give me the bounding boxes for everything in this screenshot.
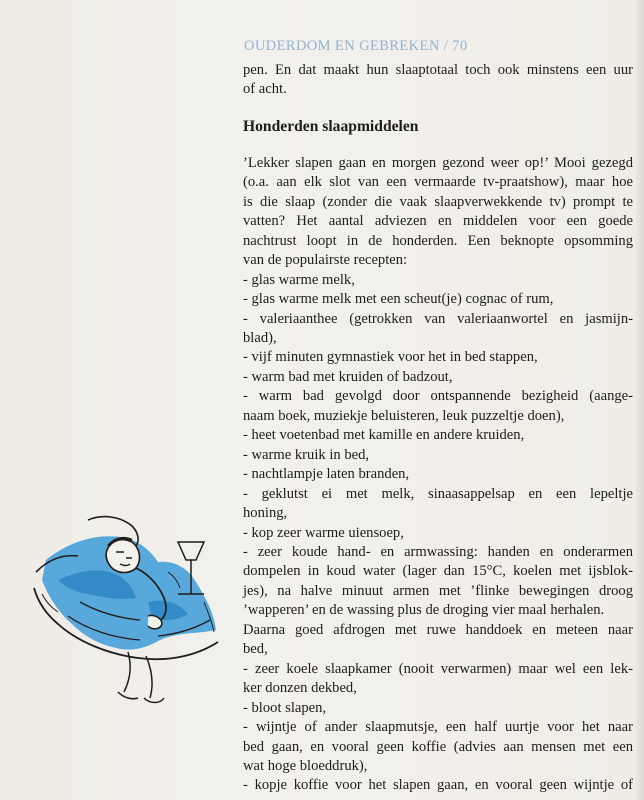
- text-line: - zeer koele slaapkamer (nooit verwarmen) maar wel een lek-: [243, 660, 633, 677]
- text-line: ’Lekker slapen gaan en morgen gezond weer op!’ Mooi gezegd: [243, 154, 633, 171]
- text-line: - vijf minuten gymnastiek voor het in bed stappen,: [243, 349, 538, 366]
- text-line: naam boek, muziekje beluisteren, leuk puzzeltje doen),: [243, 407, 565, 424]
- text-line: jes), na halve minuut armen met ’flinke bewegingen droog: [243, 582, 633, 599]
- text-line: is die slaap (zonder die vaak slaapverwekkende tv) prompt te: [243, 193, 633, 210]
- text-line: wat hoge bloeddruk),: [243, 757, 368, 774]
- sleeping-man-illustration: [28, 502, 243, 712]
- text-line: - glas warme melk,: [243, 271, 355, 288]
- text-line: - warm bad met kruiden of badzout,: [243, 368, 453, 385]
- page-edge-shadow: [634, 0, 644, 800]
- text-line: ker donzen dekbed,: [243, 680, 357, 697]
- text-line: (o.a. aan elk slot van een vermaarde tv-praatshow), maar hoe: [243, 174, 633, 191]
- text-line: - warm bad gevolgd door ontspannende bezigheid (aange-: [243, 388, 633, 405]
- text-line: - bloot slapen,: [243, 699, 327, 716]
- text-line: dompelen in koud water (lager dan 15°C, koelen met ijsblok-: [243, 563, 633, 580]
- text-line: - heet voetenbad met kamille en andere kruiden,: [243, 427, 525, 444]
- text-line: honing,: [243, 505, 288, 522]
- body-text: [243, 154, 633, 796]
- text-line: bed,: [243, 641, 268, 658]
- text-line: - valeriaanthee (getrokken van valeriaanwortel en jasmijn-: [243, 310, 633, 327]
- text-line: - kop zeer warme uiensoep,: [243, 524, 404, 541]
- text-line: pen. En dat maakt hun slaaptotaal toch ook minstens een uur: [243, 62, 633, 78]
- text-line: - geklutst ei met melk, sinaasappelsap en een lepeltje: [243, 485, 633, 502]
- text-line: - nachtlampje laten branden,: [243, 466, 410, 483]
- text-line: - zeer koude hand- en armwassing: handen en onderarmen: [243, 543, 633, 560]
- running-header: OUDERDOM EN GEBREKEN / 70: [244, 38, 468, 54]
- text-line: - kopje koffie voor het slapen gaan, en vooral geen wijntje of: [243, 777, 633, 794]
- text-line: bed gaan, en vooral geen koffie (advies aan mensen met een: [243, 738, 633, 755]
- text-line: vatten? Het aantal adviezen en middelen voor een goede: [243, 213, 633, 230]
- text-line: - glas warme melk met een scheut(je) cognac of rum,: [243, 291, 554, 308]
- text-column: [243, 61, 633, 796]
- text-line: Daarna goed afdrogen met ruwe handdoek en meteen naar: [243, 621, 633, 638]
- text-line: - wijntje of ander slaapmutsje, een half uurtje voor het naar: [243, 719, 633, 736]
- text-line: ’wapperen’ en de wassing plus de droging vier maal herhalen.: [243, 602, 605, 619]
- text-line: nachtrust loopt in de honderden. Een beknopte opsomming: [243, 232, 633, 249]
- text-line: van de populairste recepten:: [243, 252, 408, 269]
- section-heading: Honderden slaapmiddelen: [243, 117, 419, 135]
- text-line: - warme kruik in bed,: [243, 446, 370, 463]
- text-line: blad),: [243, 329, 277, 346]
- text-line: of acht.: [243, 81, 287, 98]
- intro-paragraph: [243, 61, 633, 100]
